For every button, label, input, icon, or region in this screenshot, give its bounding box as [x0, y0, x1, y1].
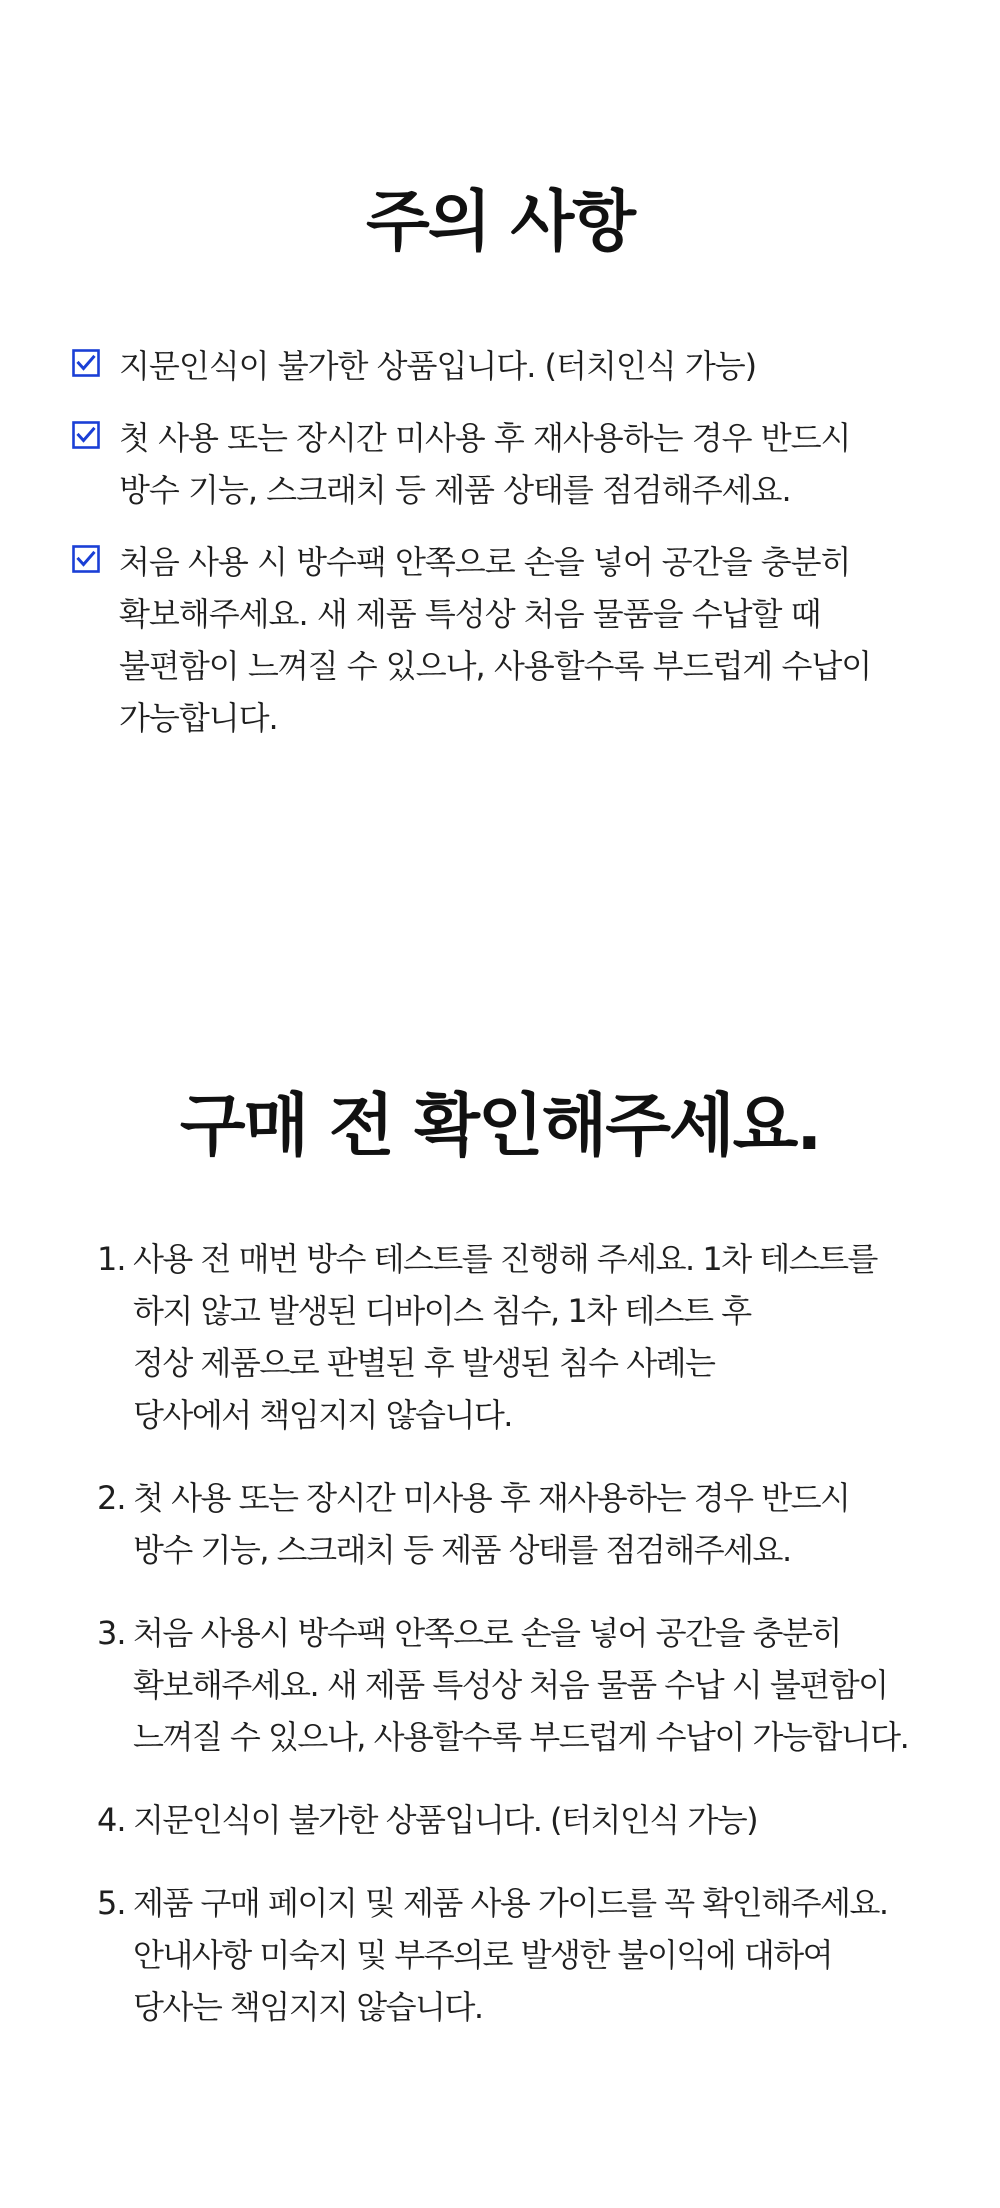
- item-number: 4.: [97, 1801, 126, 1839]
- item-text: 사용 전 매번 방수 테스트를 진행해 주세요. 1차 테스트를 하지 않고 발생된 디바이스 침수, 1차 테스트 후 정상 제품으로 판별된 후 발생된 침수 사례는 당사에서 책임지지 않습니다.: [133, 1240, 877, 1434]
- numbered-item: [97, 1877, 977, 2033]
- caution-item: [72, 412, 952, 516]
- item-number: 3.: [97, 1614, 126, 1652]
- caution-item-text: 처음 사용 시 방수팩 안쪽으로 손을 넣어 공간을 충분히 확보해주세요. 새 제품 특성상 처음 물품을 수납할 때 불편함이 느껴질 수 있으나, 사용할수록 부드럽게 수납이 가능합니다.: [119, 543, 872, 737]
- checkbox-checked-icon: [72, 545, 100, 573]
- item-text: 첫 사용 또는 장시간 미사용 후 재사용하는 경우 반드시 방수 기능, 스크래치 등 제품 상태를 점검해주세요.: [133, 1479, 850, 1569]
- caution-title: 주의 사항: [365, 183, 634, 260]
- numbered-item: [97, 1472, 977, 1576]
- checkbox-checked-icon: [72, 349, 100, 377]
- item-number: 1.: [97, 1240, 126, 1278]
- numbered-item: [97, 1794, 977, 1846]
- item-text: 처음 사용시 방수팩 안쪽으로 손을 넣어 공간을 충분히 확보해주세요. 새 제품 특성상 처음 물품 수납 시 불편함이 느껴질 수 있으나, 사용할수록 부드럽게 수납이 가능합니다.: [133, 1614, 909, 1756]
- caution-item: [72, 340, 952, 392]
- numbered-item: [97, 1607, 977, 1763]
- item-text: 제품 구매 페이지 및 제품 사용 가이드를 꼭 확인해주세요. 안내사항 미숙지 및 부주의로 발생한 불이익에 대하여 당사는 책임지지 않습니다.: [133, 1884, 888, 2026]
- caution-item: [72, 536, 952, 744]
- item-number: 5.: [97, 1884, 126, 1922]
- caution-item-text: 지문인식이 불가한 상품입니다. (터치인식 가능): [119, 347, 757, 385]
- checkbox-checked-icon: [72, 421, 100, 449]
- item-number: 2.: [97, 1479, 126, 1517]
- purchase-check-title: 구매 전 확인해주세요.: [179, 1087, 821, 1166]
- caution-checklist: [72, 340, 952, 764]
- caution-item-text: 첫 사용 또는 장시간 미사용 후 재사용하는 경우 반드시 방수 기능, 스크래치 등 제품 상태를 점검해주세요.: [119, 419, 851, 509]
- item-text: 지문인식이 불가한 상품입니다. (터치인식 가능): [133, 1801, 758, 1839]
- numbered-item: [97, 1233, 977, 1441]
- purchase-numbered-list: [97, 1233, 977, 2033]
